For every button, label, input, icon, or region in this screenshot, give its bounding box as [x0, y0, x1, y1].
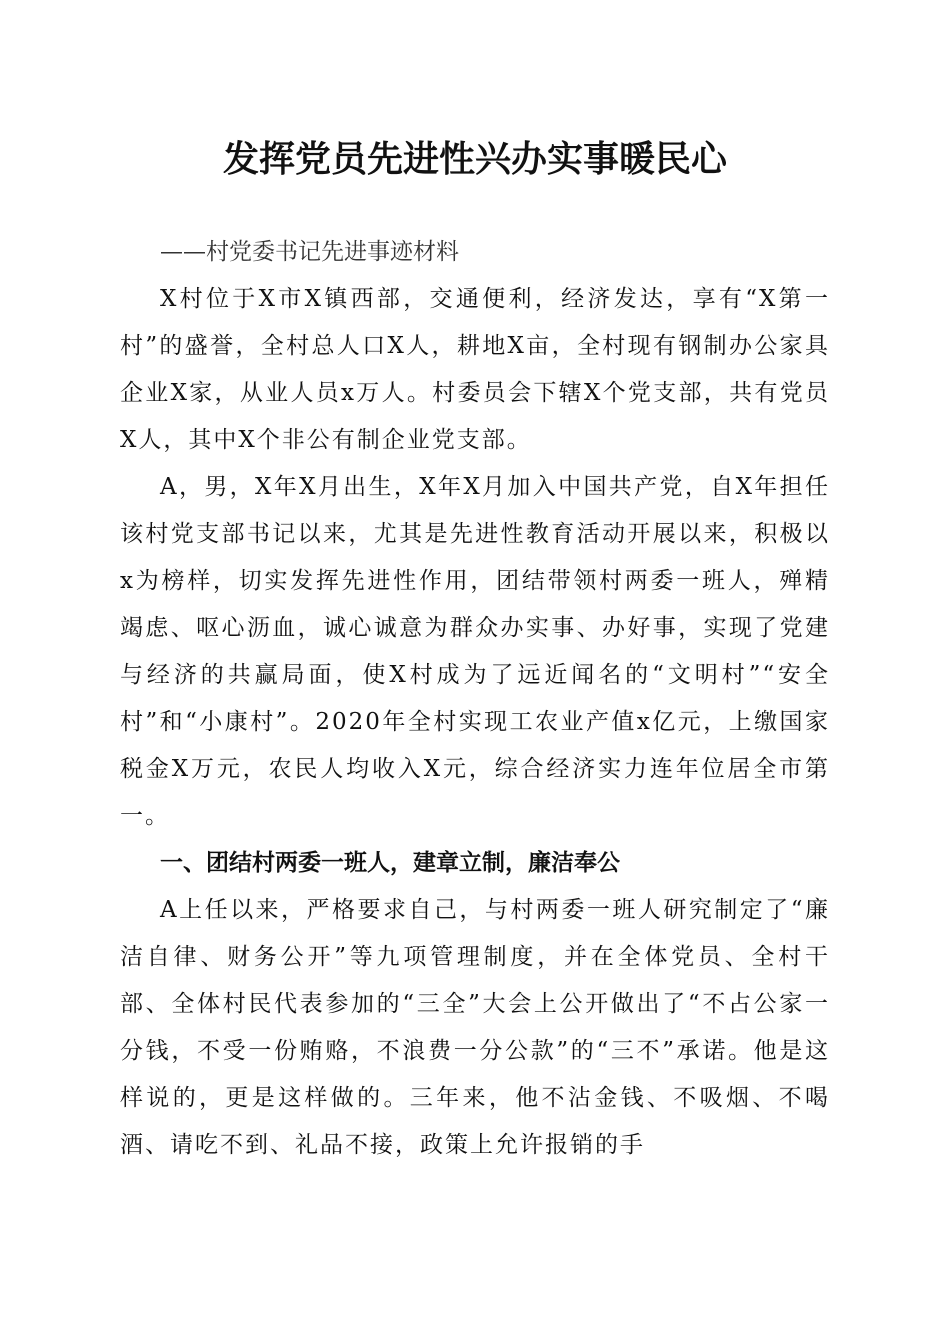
paragraph-village-intro: X村位于X市X镇西部，交通便利，经济发达，享有“X第一村”的盛誉，全村总人口X人，耕地X亩，全村现有钢制办公家具企业X家，从业人员x万人。村委员会下辖X个党支部，共有党员X人，其中X个非公有制企业党支部。 — [120, 286, 830, 453]
paragraph-secretary-profile: A，男，X年X月出生，X年X月加入中国共产党，自X年担任该村党支部书记以来，尤其是先进性教育活动开展以来，积极以x为榜样，切实发挥先进性作用，团结带领村两委一班人，殚精竭虑、呕心沥血，诚心诚意为群众办实事、办好事，实现了党建与经济的共赢局面，使X村成为了远近闻名的“文明村”“安全村”和“小康村”。2020年全村实现工农业产值x亿元，上缴国家税金X万元，农民人均收入X元，综合经济实力连年位居全市第一。 — [120, 474, 830, 829]
paragraph-section-1: A上任以来，严格要求自己，与村两委一班人研究制定了“廉洁自律、财务公开”等九项管理制度，并在全体党员、全村干部、全体村民代表参加的“三全”大会上公开做出了“不占公家一分钱，不受一份贿赂，不浪费一分公款”的“三不”承诺。他是这样说的，更是这样做的。三年来，他不沾金钱、不吸烟、不喝酒、请吃不到、礼品不接，政策上允许报销的手 — [120, 897, 830, 1158]
section-heading-1: 一、团结村两委一班人，建章立制，廉洁奉公 — [160, 850, 620, 876]
document-title: 发挥党员先进性兴办实事暖民心 — [222, 139, 727, 180]
document-subtitle: ——村党委书记先进事迹材料 — [160, 239, 459, 265]
document-body — [120, 229, 830, 1169]
